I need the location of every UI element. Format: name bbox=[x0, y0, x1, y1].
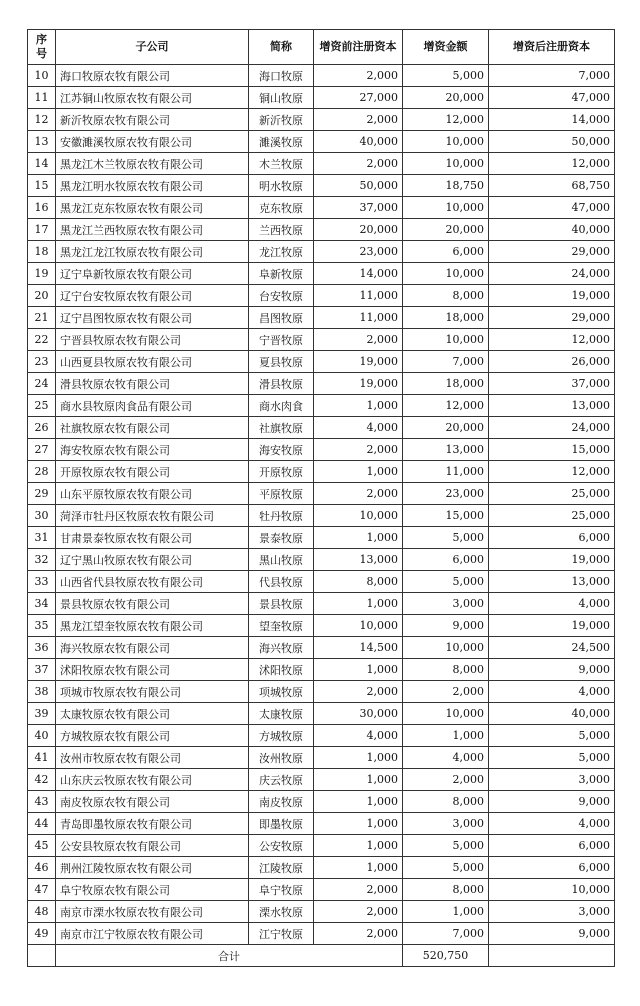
row-capital-before: 40,000 bbox=[314, 131, 403, 153]
row-increase-amount: 5,000 bbox=[403, 65, 489, 87]
table-row bbox=[28, 857, 615, 879]
row-capital-after: 19,000 bbox=[489, 615, 615, 637]
row-capital-after: 37,000 bbox=[489, 373, 615, 395]
row-capital-after: 25,000 bbox=[489, 505, 615, 527]
row-seq: 38 bbox=[28, 681, 56, 703]
table-row bbox=[28, 637, 615, 659]
table-row bbox=[28, 615, 615, 637]
row-short-name: 溧水牧原 bbox=[249, 901, 314, 923]
row-seq: 24 bbox=[28, 373, 56, 395]
table-row bbox=[28, 901, 615, 923]
row-capital-after: 4,000 bbox=[489, 813, 615, 835]
row-capital-after: 6,000 bbox=[489, 857, 615, 879]
header-row bbox=[28, 30, 615, 65]
row-company: 阜宁牧原农牧有限公司 bbox=[56, 879, 249, 901]
row-seq: 11 bbox=[28, 87, 56, 109]
row-seq: 47 bbox=[28, 879, 56, 901]
row-short-name: 江陵牧原 bbox=[249, 857, 314, 879]
header-capital-before: 增资前注册资本 bbox=[314, 30, 403, 65]
table-row bbox=[28, 439, 615, 461]
row-company: 甘肃景泰牧原农牧有限公司 bbox=[56, 527, 249, 549]
row-capital-before: 19,000 bbox=[314, 351, 403, 373]
row-company: 方城牧原农牧有限公司 bbox=[56, 725, 249, 747]
row-short-name: 台安牧原 bbox=[249, 285, 314, 307]
row-seq: 23 bbox=[28, 351, 56, 373]
row-capital-before: 1,000 bbox=[314, 747, 403, 769]
row-short-name: 景泰牧原 bbox=[249, 527, 314, 549]
table-row bbox=[28, 417, 615, 439]
row-company: 南京市溧水牧原农牧有限公司 bbox=[56, 901, 249, 923]
row-capital-before: 14,500 bbox=[314, 637, 403, 659]
row-increase-amount: 15,000 bbox=[403, 505, 489, 527]
row-capital-after: 6,000 bbox=[489, 527, 615, 549]
total-row bbox=[28, 945, 615, 967]
row-capital-after: 26,000 bbox=[489, 351, 615, 373]
row-increase-amount: 1,000 bbox=[403, 901, 489, 923]
table-row bbox=[28, 571, 615, 593]
row-company: 山西省代县牧原农牧有限公司 bbox=[56, 571, 249, 593]
table-row bbox=[28, 153, 615, 175]
row-capital-after: 13,000 bbox=[489, 571, 615, 593]
table-row bbox=[28, 791, 615, 813]
row-capital-before: 10,000 bbox=[314, 505, 403, 527]
row-short-name: 即墨牧原 bbox=[249, 813, 314, 835]
row-company: 山东庆云牧原农牧有限公司 bbox=[56, 769, 249, 791]
row-capital-before: 2,000 bbox=[314, 483, 403, 505]
row-company: 黑龙江龙江牧原农牧有限公司 bbox=[56, 241, 249, 263]
row-short-name: 南皮牧原 bbox=[249, 791, 314, 813]
row-capital-after: 47,000 bbox=[489, 197, 615, 219]
row-capital-before: 1,000 bbox=[314, 813, 403, 835]
row-increase-amount: 2,000 bbox=[403, 681, 489, 703]
row-seq: 33 bbox=[28, 571, 56, 593]
row-company: 菏泽市牡丹区牧原农牧有限公司 bbox=[56, 505, 249, 527]
row-short-name: 滑县牧原 bbox=[249, 373, 314, 395]
row-short-name: 项城牧原 bbox=[249, 681, 314, 703]
row-seq: 30 bbox=[28, 505, 56, 527]
row-capital-after: 50,000 bbox=[489, 131, 615, 153]
row-increase-amount: 12,000 bbox=[403, 395, 489, 417]
total-label: 合计 bbox=[56, 945, 403, 967]
row-capital-before: 20,000 bbox=[314, 219, 403, 241]
row-short-name: 代县牧原 bbox=[249, 571, 314, 593]
header-seq: 序 号 bbox=[28, 30, 56, 65]
table-row bbox=[28, 835, 615, 857]
table-row bbox=[28, 351, 615, 373]
row-increase-amount: 23,000 bbox=[403, 483, 489, 505]
row-increase-amount: 10,000 bbox=[403, 637, 489, 659]
row-company: 黑龙江木兰牧原农牧有限公司 bbox=[56, 153, 249, 175]
row-company: 黑龙江克东牧原农牧有限公司 bbox=[56, 197, 249, 219]
row-increase-amount: 18,000 bbox=[403, 307, 489, 329]
row-increase-amount: 8,000 bbox=[403, 285, 489, 307]
row-increase-amount: 6,000 bbox=[403, 241, 489, 263]
row-capital-before: 2,000 bbox=[314, 439, 403, 461]
table-row bbox=[28, 263, 615, 285]
table-row bbox=[28, 197, 615, 219]
row-company: 海安牧原农牧有限公司 bbox=[56, 439, 249, 461]
row-capital-after: 29,000 bbox=[489, 241, 615, 263]
row-capital-before: 2,000 bbox=[314, 109, 403, 131]
row-capital-before: 11,000 bbox=[314, 285, 403, 307]
row-company: 山东平原牧原农牧有限公司 bbox=[56, 483, 249, 505]
table-row bbox=[28, 329, 615, 351]
row-seq: 10 bbox=[28, 65, 56, 87]
table-row bbox=[28, 219, 615, 241]
row-short-name: 昌图牧原 bbox=[249, 307, 314, 329]
row-capital-after: 68,750 bbox=[489, 175, 615, 197]
table-row bbox=[28, 593, 615, 615]
table-row bbox=[28, 461, 615, 483]
row-short-name: 新沂牧原 bbox=[249, 109, 314, 131]
row-capital-before: 1,000 bbox=[314, 527, 403, 549]
row-increase-amount: 10,000 bbox=[403, 197, 489, 219]
row-capital-before: 1,000 bbox=[314, 769, 403, 791]
row-seq: 13 bbox=[28, 131, 56, 153]
row-seq: 35 bbox=[28, 615, 56, 637]
row-capital-after: 29,000 bbox=[489, 307, 615, 329]
table-row bbox=[28, 681, 615, 703]
row-company: 黑龙江明水牧原农牧有限公司 bbox=[56, 175, 249, 197]
row-seq: 36 bbox=[28, 637, 56, 659]
row-increase-amount: 13,000 bbox=[403, 439, 489, 461]
row-short-name: 方城牧原 bbox=[249, 725, 314, 747]
row-capital-before: 10,000 bbox=[314, 615, 403, 637]
row-company: 海兴牧原农牧有限公司 bbox=[56, 637, 249, 659]
row-capital-after: 47,000 bbox=[489, 87, 615, 109]
row-increase-amount: 12,000 bbox=[403, 109, 489, 131]
header-short-name: 简称 bbox=[249, 30, 314, 65]
row-short-name: 黑山牧原 bbox=[249, 549, 314, 571]
row-capital-after: 40,000 bbox=[489, 703, 615, 725]
row-capital-after: 5,000 bbox=[489, 747, 615, 769]
row-capital-before: 2,000 bbox=[314, 153, 403, 175]
table-row bbox=[28, 505, 615, 527]
row-company: 汝州市牧原农牧有限公司 bbox=[56, 747, 249, 769]
table-row bbox=[28, 285, 615, 307]
row-capital-before: 30,000 bbox=[314, 703, 403, 725]
row-company: 辽宁昌图牧原农牧有限公司 bbox=[56, 307, 249, 329]
row-company: 黑龙江望奎牧原农牧有限公司 bbox=[56, 615, 249, 637]
row-short-name: 开原牧原 bbox=[249, 461, 314, 483]
row-capital-after: 3,000 bbox=[489, 769, 615, 791]
row-seq: 22 bbox=[28, 329, 56, 351]
row-short-name: 汝州牧原 bbox=[249, 747, 314, 769]
row-company: 沭阳牧原农牧有限公司 bbox=[56, 659, 249, 681]
row-seq: 25 bbox=[28, 395, 56, 417]
row-short-name: 铜山牧原 bbox=[249, 87, 314, 109]
row-increase-amount: 11,000 bbox=[403, 461, 489, 483]
row-seq: 27 bbox=[28, 439, 56, 461]
table-row bbox=[28, 131, 615, 153]
row-increase-amount: 7,000 bbox=[403, 923, 489, 945]
row-company: 开原牧原农牧有限公司 bbox=[56, 461, 249, 483]
row-capital-before: 11,000 bbox=[314, 307, 403, 329]
row-seq: 32 bbox=[28, 549, 56, 571]
row-seq: 48 bbox=[28, 901, 56, 923]
row-increase-amount: 5,000 bbox=[403, 527, 489, 549]
row-short-name: 社旗牧原 bbox=[249, 417, 314, 439]
row-company: 商水县牧原肉食品有限公司 bbox=[56, 395, 249, 417]
row-short-name: 庆云牧原 bbox=[249, 769, 314, 791]
row-increase-amount: 7,000 bbox=[403, 351, 489, 373]
row-short-name: 宁晋牧原 bbox=[249, 329, 314, 351]
table-row bbox=[28, 373, 615, 395]
row-seq: 46 bbox=[28, 857, 56, 879]
row-capital-after: 10,000 bbox=[489, 879, 615, 901]
row-increase-amount: 6,000 bbox=[403, 549, 489, 571]
row-capital-after: 14,000 bbox=[489, 109, 615, 131]
row-seq: 43 bbox=[28, 791, 56, 813]
row-seq: 44 bbox=[28, 813, 56, 835]
capital-increase-table bbox=[27, 29, 615, 967]
row-capital-before: 13,000 bbox=[314, 549, 403, 571]
row-company: 辽宁阜新牧原农牧有限公司 bbox=[56, 263, 249, 285]
row-capital-after: 19,000 bbox=[489, 549, 615, 571]
row-capital-before: 1,000 bbox=[314, 395, 403, 417]
row-seq: 34 bbox=[28, 593, 56, 615]
row-company: 黑龙江兰西牧原农牧有限公司 bbox=[56, 219, 249, 241]
row-capital-after: 12,000 bbox=[489, 461, 615, 483]
row-seq: 45 bbox=[28, 835, 56, 857]
row-capital-after: 40,000 bbox=[489, 219, 615, 241]
table-row bbox=[28, 109, 615, 131]
row-capital-before: 4,000 bbox=[314, 725, 403, 747]
table-row bbox=[28, 527, 615, 549]
row-increase-amount: 10,000 bbox=[403, 131, 489, 153]
row-company: 青岛即墨牧原农牧有限公司 bbox=[56, 813, 249, 835]
row-capital-before: 2,000 bbox=[314, 329, 403, 351]
row-short-name: 太康牧原 bbox=[249, 703, 314, 725]
row-increase-amount: 5,000 bbox=[403, 857, 489, 879]
row-capital-before: 2,000 bbox=[314, 923, 403, 945]
row-increase-amount: 10,000 bbox=[403, 329, 489, 351]
row-capital-before: 27,000 bbox=[314, 87, 403, 109]
row-capital-before: 1,000 bbox=[314, 593, 403, 615]
row-increase-amount: 5,000 bbox=[403, 835, 489, 857]
row-capital-before: 23,000 bbox=[314, 241, 403, 263]
header-capital-after: 增资后注册资本 bbox=[489, 30, 615, 65]
row-seq: 29 bbox=[28, 483, 56, 505]
row-seq: 28 bbox=[28, 461, 56, 483]
row-capital-after: 12,000 bbox=[489, 329, 615, 351]
row-short-name: 木兰牧原 bbox=[249, 153, 314, 175]
row-capital-after: 9,000 bbox=[489, 659, 615, 681]
row-short-name: 龙江牧原 bbox=[249, 241, 314, 263]
row-capital-after: 13,000 bbox=[489, 395, 615, 417]
row-capital-before: 2,000 bbox=[314, 65, 403, 87]
row-company: 山西夏县牧原农牧有限公司 bbox=[56, 351, 249, 373]
row-capital-before: 1,000 bbox=[314, 659, 403, 681]
row-seq: 18 bbox=[28, 241, 56, 263]
row-company: 辽宁台安牧原农牧有限公司 bbox=[56, 285, 249, 307]
row-company: 太康牧原农牧有限公司 bbox=[56, 703, 249, 725]
table-row bbox=[28, 241, 615, 263]
row-capital-before: 8,000 bbox=[314, 571, 403, 593]
row-capital-after: 9,000 bbox=[489, 791, 615, 813]
row-increase-amount: 4,000 bbox=[403, 747, 489, 769]
row-capital-after: 9,000 bbox=[489, 923, 615, 945]
row-short-name: 夏县牧原 bbox=[249, 351, 314, 373]
row-capital-after: 6,000 bbox=[489, 835, 615, 857]
row-seq: 31 bbox=[28, 527, 56, 549]
row-short-name: 海兴牧原 bbox=[249, 637, 314, 659]
table-row bbox=[28, 307, 615, 329]
row-seq: 19 bbox=[28, 263, 56, 285]
row-increase-amount: 5,000 bbox=[403, 571, 489, 593]
row-seq: 12 bbox=[28, 109, 56, 131]
row-short-name: 牡丹牧原 bbox=[249, 505, 314, 527]
row-capital-before: 19,000 bbox=[314, 373, 403, 395]
row-seq: 26 bbox=[28, 417, 56, 439]
row-company: 江苏铜山牧原农牧有限公司 bbox=[56, 87, 249, 109]
row-seq: 42 bbox=[28, 769, 56, 791]
table-row bbox=[28, 703, 615, 725]
row-increase-amount: 8,000 bbox=[403, 879, 489, 901]
row-capital-before: 1,000 bbox=[314, 857, 403, 879]
row-capital-before: 1,000 bbox=[314, 461, 403, 483]
row-seq: 14 bbox=[28, 153, 56, 175]
header-increase-amount: 增资金额 bbox=[403, 30, 489, 65]
row-capital-after: 12,000 bbox=[489, 153, 615, 175]
row-short-name: 平原牧原 bbox=[249, 483, 314, 505]
table-row bbox=[28, 923, 615, 945]
table-row bbox=[28, 659, 615, 681]
row-short-name: 公安牧原 bbox=[249, 835, 314, 857]
row-increase-amount: 10,000 bbox=[403, 263, 489, 285]
row-company: 南皮牧原农牧有限公司 bbox=[56, 791, 249, 813]
row-short-name: 阜新牧原 bbox=[249, 263, 314, 285]
row-increase-amount: 3,000 bbox=[403, 593, 489, 615]
row-seq: 39 bbox=[28, 703, 56, 725]
table-body bbox=[28, 65, 615, 945]
row-increase-amount: 8,000 bbox=[403, 659, 489, 681]
row-seq: 40 bbox=[28, 725, 56, 747]
row-short-name: 明水牧原 bbox=[249, 175, 314, 197]
row-company: 海口牧原农牧有限公司 bbox=[56, 65, 249, 87]
row-capital-after: 24,000 bbox=[489, 263, 615, 285]
table-row bbox=[28, 747, 615, 769]
row-capital-after: 24,500 bbox=[489, 637, 615, 659]
row-increase-amount: 18,000 bbox=[403, 373, 489, 395]
row-short-name: 景县牧原 bbox=[249, 593, 314, 615]
row-capital-before: 2,000 bbox=[314, 681, 403, 703]
row-short-name: 商水肉食 bbox=[249, 395, 314, 417]
row-increase-amount: 20,000 bbox=[403, 417, 489, 439]
row-short-name: 沭阳牧原 bbox=[249, 659, 314, 681]
row-short-name: 江宁牧原 bbox=[249, 923, 314, 945]
row-increase-amount: 18,750 bbox=[403, 175, 489, 197]
row-seq: 16 bbox=[28, 197, 56, 219]
row-capital-after: 25,000 bbox=[489, 483, 615, 505]
table-row bbox=[28, 879, 615, 901]
row-capital-before: 4,000 bbox=[314, 417, 403, 439]
row-increase-amount: 9,000 bbox=[403, 615, 489, 637]
row-seq: 41 bbox=[28, 747, 56, 769]
row-company: 辽宁黑山牧原农牧有限公司 bbox=[56, 549, 249, 571]
total-empty-seq bbox=[28, 945, 56, 967]
table-row bbox=[28, 87, 615, 109]
row-capital-before: 37,000 bbox=[314, 197, 403, 219]
table-row bbox=[28, 725, 615, 747]
row-capital-after: 19,000 bbox=[489, 285, 615, 307]
row-company: 公安县牧原农牧有限公司 bbox=[56, 835, 249, 857]
row-company: 滑县牧原农牧有限公司 bbox=[56, 373, 249, 395]
table-row bbox=[28, 769, 615, 791]
row-increase-amount: 8,000 bbox=[403, 791, 489, 813]
row-company: 新沂牧原农牧有限公司 bbox=[56, 109, 249, 131]
row-seq: 17 bbox=[28, 219, 56, 241]
header-company: 子公司 bbox=[56, 30, 249, 65]
row-capital-after: 4,000 bbox=[489, 593, 615, 615]
row-increase-amount: 20,000 bbox=[403, 219, 489, 241]
table-row bbox=[28, 549, 615, 571]
row-company: 南京市江宁牧原农牧有限公司 bbox=[56, 923, 249, 945]
table-row bbox=[28, 483, 615, 505]
total-amount: 520,750 bbox=[403, 945, 489, 967]
row-company: 荆州江陵牧原农牧有限公司 bbox=[56, 857, 249, 879]
row-seq: 37 bbox=[28, 659, 56, 681]
total-empty-after bbox=[489, 945, 615, 967]
row-capital-before: 50,000 bbox=[314, 175, 403, 197]
row-capital-before: 14,000 bbox=[314, 263, 403, 285]
row-capital-after: 4,000 bbox=[489, 681, 615, 703]
row-short-name: 海口牧原 bbox=[249, 65, 314, 87]
row-company: 社旗牧原农牧有限公司 bbox=[56, 417, 249, 439]
row-increase-amount: 2,000 bbox=[403, 769, 489, 791]
table-row bbox=[28, 813, 615, 835]
row-seq: 15 bbox=[28, 175, 56, 197]
row-seq: 49 bbox=[28, 923, 56, 945]
table-row bbox=[28, 175, 615, 197]
row-increase-amount: 3,000 bbox=[403, 813, 489, 835]
table-row bbox=[28, 65, 615, 87]
row-company: 景县牧原农牧有限公司 bbox=[56, 593, 249, 615]
row-capital-before: 1,000 bbox=[314, 791, 403, 813]
row-short-name: 阜宁牧原 bbox=[249, 879, 314, 901]
row-company: 宁晋县牧原农牧有限公司 bbox=[56, 329, 249, 351]
row-increase-amount: 1,000 bbox=[403, 725, 489, 747]
row-short-name: 兰西牧原 bbox=[249, 219, 314, 241]
row-short-name: 濉溪牧原 bbox=[249, 131, 314, 153]
row-capital-before: 2,000 bbox=[314, 879, 403, 901]
row-increase-amount: 10,000 bbox=[403, 153, 489, 175]
row-increase-amount: 10,000 bbox=[403, 703, 489, 725]
row-capital-after: 7,000 bbox=[489, 65, 615, 87]
row-capital-after: 15,000 bbox=[489, 439, 615, 461]
row-capital-after: 5,000 bbox=[489, 725, 615, 747]
row-short-name: 海安牧原 bbox=[249, 439, 314, 461]
table-row bbox=[28, 395, 615, 417]
row-short-name: 望奎牧原 bbox=[249, 615, 314, 637]
row-capital-before: 1,000 bbox=[314, 835, 403, 857]
row-short-name: 克东牧原 bbox=[249, 197, 314, 219]
row-seq: 21 bbox=[28, 307, 56, 329]
row-seq: 20 bbox=[28, 285, 56, 307]
row-company: 项城市牧原农牧有限公司 bbox=[56, 681, 249, 703]
row-company: 安徽濉溪牧原农牧有限公司 bbox=[56, 131, 249, 153]
row-capital-after: 3,000 bbox=[489, 901, 615, 923]
row-capital-after: 24,000 bbox=[489, 417, 615, 439]
row-capital-before: 2,000 bbox=[314, 901, 403, 923]
row-increase-amount: 20,000 bbox=[403, 87, 489, 109]
